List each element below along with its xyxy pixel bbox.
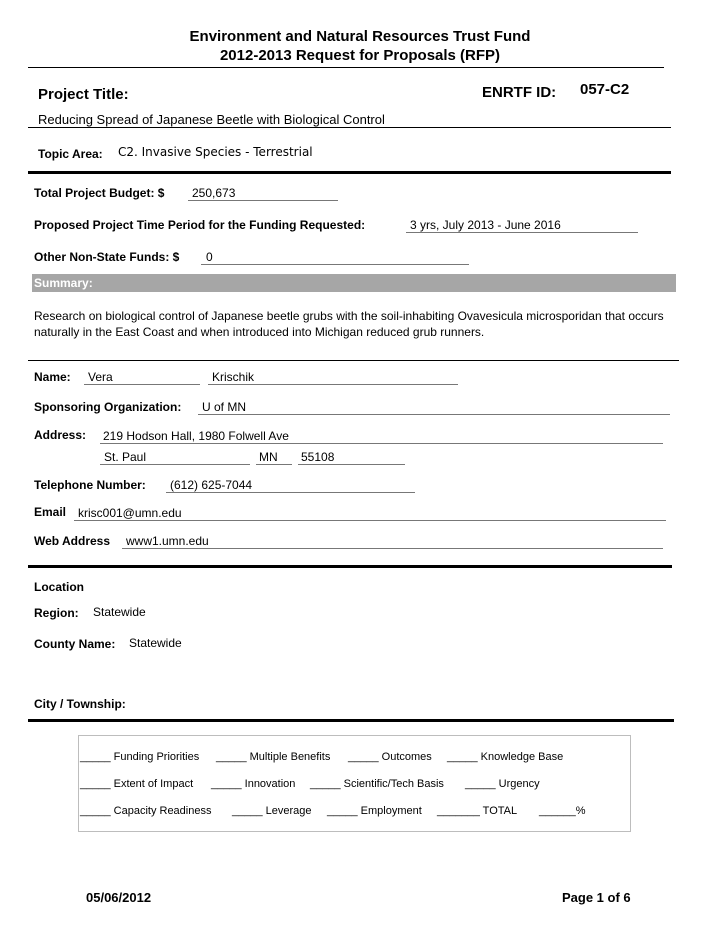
score-knowledge-base: _____ Knowledge Base: [447, 751, 564, 763]
county-name-value: Statewide: [129, 636, 182, 650]
telephone-field: [166, 478, 415, 493]
project-title-label: Project Title:: [38, 86, 129, 103]
state-field: [256, 450, 292, 465]
street-field: [100, 429, 663, 444]
score-funding-priorities: _____ Funding Priorities: [80, 751, 200, 763]
zip-field: [298, 450, 405, 465]
county-name-label: County Name:: [34, 637, 116, 651]
score-percent: ______%: [539, 805, 586, 817]
non-state-funds-field: [201, 250, 469, 265]
region-value: Statewide: [93, 605, 146, 619]
web-address-field: [122, 534, 663, 549]
section-divider-3: [28, 719, 674, 722]
first-name-field: [84, 370, 200, 385]
summary-text: Research on biological control of Japanese beetle grubs with the soil-inhabiting Ovavesicula microsporidan that occurs naturally in the East Coast and when introduced into Michigan reduced grub runners.: [34, 309, 664, 339]
summary-label: Summary:: [34, 276, 93, 290]
web-address-label: Web Address: [34, 534, 111, 548]
email-label: Email: [34, 505, 67, 519]
total-budget-value: 250,673: [192, 186, 236, 200]
enrtf-id-label: ENRTF ID:: [482, 84, 557, 101]
section-divider-1: [28, 171, 671, 174]
street-value: 219 Hodson Hall, 1980 Folwell Ave: [103, 429, 289, 443]
non-state-funds-value: 0: [206, 250, 213, 264]
score-innovation: _____ Innovation: [211, 778, 296, 790]
total-budget-field: [188, 186, 338, 201]
city-field: [100, 450, 250, 465]
sponsoring-org-value: U of MN: [202, 400, 247, 414]
topic-area-label: Topic Area:: [38, 147, 103, 161]
email-field: [74, 506, 666, 521]
topic-area-value: C2. Invasive Species - Terrestrial: [118, 145, 313, 159]
sponsoring-org-label: Sponsoring Organization:: [34, 400, 182, 414]
time-period-value: 3 yrs, July 2013 - June 2016: [410, 218, 561, 232]
email-value: krisc001@umn.edu: [78, 506, 182, 520]
address-label: Address:: [34, 428, 87, 442]
summary-bar: [32, 274, 676, 292]
non-state-funds-label: Other Non-State Funds: $: [34, 250, 180, 264]
location-heading: Location: [34, 580, 84, 594]
total-budget-label: Total Project Budget: $: [34, 186, 165, 200]
title-divider: [28, 127, 671, 128]
summary-divider: [28, 360, 679, 361]
zip-value: 55108: [301, 450, 335, 464]
score-capacity-readiness: _____ Capacity Readiness: [80, 805, 212, 817]
score-employment: _____ Employment: [327, 805, 422, 817]
project-title-value: Reducing Spread of Japanese Beetle with Biological Control: [38, 112, 385, 127]
score-urgency: _____ Urgency: [465, 778, 540, 790]
region-label: Region:: [34, 606, 79, 620]
name-label: Name:: [34, 370, 71, 384]
document-subheading: 2012-2013 Request for Proposals (RFP): [219, 47, 501, 64]
score-extent-of-impact: _____ Extent of Impact: [80, 778, 194, 790]
sponsoring-org-field: [198, 400, 670, 415]
time-period-field: [406, 218, 638, 233]
state-value: MN: [259, 450, 278, 464]
first-name-value: Vera: [88, 370, 113, 384]
telephone-label: Telephone Number:: [34, 478, 146, 492]
score-scientific-tech-basis: _____ Scientific/Tech Basis: [310, 778, 444, 790]
city-township-label: City / Township:: [34, 697, 126, 711]
score-outcomes: _____ Outcomes: [348, 751, 432, 763]
document-heading: Environment and Natural Resources Trust Fund: [189, 28, 531, 45]
web-address-value: www1.umn.edu: [126, 534, 209, 548]
last-name-value: Krischik: [212, 370, 255, 384]
last-name-field: [208, 370, 458, 385]
city-value: St. Paul: [104, 450, 147, 464]
score-leverage: _____ Leverage: [232, 805, 312, 817]
enrtf-id-value: 057-C2: [580, 81, 630, 98]
time-period-label: Proposed Project Time Period for the Funding Requested:: [34, 218, 366, 232]
header-divider: [28, 67, 664, 68]
telephone-value: (612) 625-7044: [170, 478, 253, 492]
score-total: _______ TOTAL: [437, 805, 518, 817]
footer-page-number: Page 1 of 6: [562, 890, 631, 905]
score-multiple-benefits: _____ Multiple Benefits: [216, 751, 331, 763]
footer-date: 05/06/2012: [86, 890, 152, 905]
section-divider-2: [28, 565, 672, 568]
